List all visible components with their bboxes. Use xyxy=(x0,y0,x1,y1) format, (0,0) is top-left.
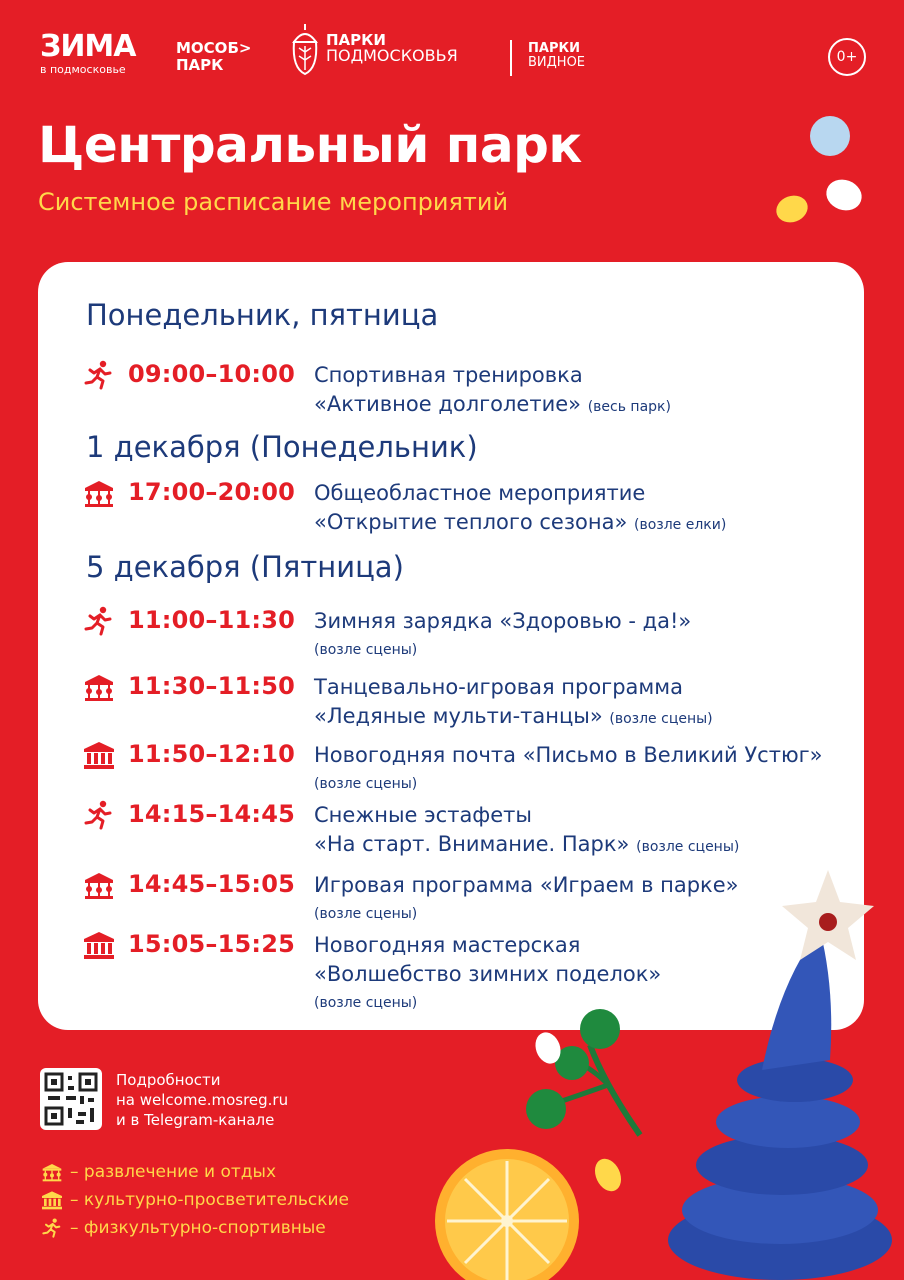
event-location: (весь парк) xyxy=(587,399,671,415)
event-title-line2: «Волшебство зимних поделок» xyxy=(314,962,662,986)
logo-divider xyxy=(510,40,512,76)
zima-logo: ЗИМА в подмосковье xyxy=(40,29,136,76)
event-title: Общеобластное мероприятие xyxy=(314,481,646,505)
event-title: Танцевально-игровая программа xyxy=(314,675,683,699)
event-location: (возле сцены) xyxy=(314,776,418,792)
running-icon xyxy=(82,606,116,636)
decor-christmas-tree xyxy=(660,860,900,1280)
parki-vidnoe-logo: ПАРКИ ВИДНОЕ xyxy=(528,41,586,70)
qr-code[interactable] xyxy=(40,1068,102,1130)
event-row xyxy=(82,360,862,440)
decor-dot-yellow xyxy=(590,1155,626,1196)
event-time: 11:00–11:30 xyxy=(128,606,295,634)
carousel-icon xyxy=(40,1162,64,1182)
event-location: (возле сцены) xyxy=(636,839,740,855)
museum-icon xyxy=(82,930,116,960)
decor-dot-blue xyxy=(810,116,850,156)
decor-dot-white xyxy=(822,175,866,216)
event-title-line2: «Ледяные мульти-танцы» xyxy=(314,704,603,728)
footer-info: Подробности на welcome.mosreg.ru и в Telegram-канале xyxy=(116,1071,289,1129)
museum-icon xyxy=(40,1190,64,1210)
event-title-line2: «Активное долголетие» xyxy=(314,392,581,416)
event-title: Зимняя зарядка «Здоровью - да!» xyxy=(314,609,692,633)
mosobpark-logo: МОСОБ> ПАРК xyxy=(176,39,252,74)
event-title: Игровая программа «Играем в парке» xyxy=(314,873,739,897)
event-location: (возле елки) xyxy=(634,517,727,533)
event-title: Новогодняя почта «Письмо в Великий Устюг» xyxy=(314,743,823,767)
carousel-icon xyxy=(82,870,116,900)
event-location: (возле сцены) xyxy=(314,906,418,922)
event-location: (возле сцены) xyxy=(609,711,713,727)
event-time: 17:00–20:00 xyxy=(128,478,295,506)
day-heading: 5 декабря (Пятница) xyxy=(86,550,404,584)
museum-icon xyxy=(82,740,116,770)
event-time: 09:00–10:00 xyxy=(128,360,295,388)
event-row xyxy=(82,478,862,558)
carousel-icon xyxy=(82,672,116,702)
decor-dot-yellow xyxy=(773,191,812,226)
event-location: (возле сцены) xyxy=(314,642,418,658)
event-title-line2: «Открытие теплого сезона» xyxy=(314,510,628,534)
legend-item-entertainment: – развлечение и отдых xyxy=(40,1160,460,1184)
event-location: (возле сцены) xyxy=(314,995,418,1011)
event-title: Снежные эстафеты xyxy=(314,803,532,827)
acorn-icon xyxy=(290,22,320,76)
running-icon xyxy=(40,1218,64,1238)
event-title-line2: «На старт. Внимание. Парк» xyxy=(314,832,630,856)
page-title: Центральный парк xyxy=(38,116,582,174)
legend-item-culture: – культурно-просветительские xyxy=(40,1188,460,1212)
parki-podmoskovya-logo: ПАРКИ ПОДМОСКОВЬЯ xyxy=(290,22,458,76)
decor-berries xyxy=(520,1005,660,1145)
qr-code-icon xyxy=(40,1068,102,1130)
event-title: Новогодняя мастерская xyxy=(314,933,581,957)
day-heading: Понедельник, пятница xyxy=(86,298,439,332)
event-time: 11:50–12:10 xyxy=(128,740,295,768)
running-icon xyxy=(82,360,116,390)
event-time: 14:15–14:45 xyxy=(128,800,295,828)
carousel-icon xyxy=(82,478,116,508)
running-icon xyxy=(82,800,116,830)
day-heading: 1 декабря (Понедельник) xyxy=(86,430,478,464)
event-time: 15:05–15:25 xyxy=(128,930,295,958)
event-title: Спортивная тренировка xyxy=(314,363,583,387)
event-time: 11:30–11:50 xyxy=(128,672,295,700)
legend-item-sport: – физкультурно-спортивные xyxy=(40,1216,460,1240)
event-time: 14:45–15:05 xyxy=(128,870,295,898)
page-subtitle: Системное расписание мероприятий xyxy=(38,188,509,216)
age-rating-badge: 0+ xyxy=(828,38,866,76)
